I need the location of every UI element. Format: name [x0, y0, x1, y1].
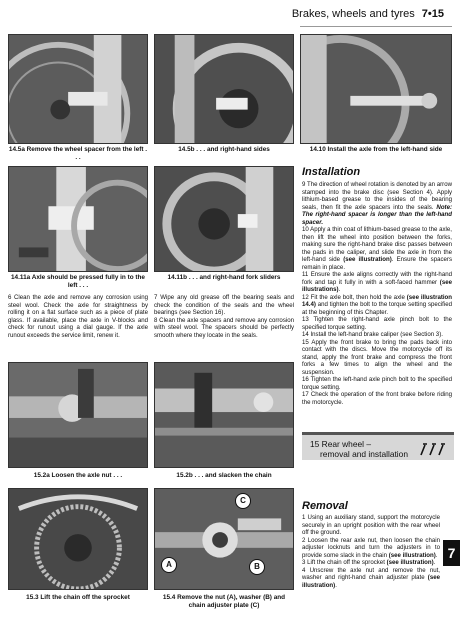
heading-installation: Installation: [302, 166, 361, 178]
photo-14-5b: [154, 34, 294, 144]
chapter-title: Brakes, wheels and tyres: [291, 8, 415, 20]
caption-15-2b: 15.2b . . . and slacken the chain: [176, 472, 272, 479]
para-13: 13 Tighten the right-hand axle pinch bolt to the specified torque setting.: [302, 316, 452, 331]
caption-14-11a: 14.11a Axle should be pressed fully in to the left . . .: [10, 274, 145, 289]
left-text: [8, 294, 148, 339]
removal-text: [302, 514, 440, 589]
para-10: 10 Apply a thin coat of lithium-based grease to the axle, then lift the wheel into position between the forks, making sure the right-hand brake disc passes between the pads in the caliper, and slide the axle in from the left-hand side (see illustration). Ensure the spacers remain in place.: [302, 226, 452, 271]
spanner-icon: [439, 444, 445, 455]
installation-text: [302, 181, 452, 406]
caption-14-10: 14.10 Install the axle from the left-hand side: [309, 146, 443, 153]
middle-text: [154, 294, 294, 339]
para-14: 14 Install the left-hand brake caliper (see Section 3).: [302, 331, 443, 338]
section-15-title: 15 Rear wheel –: [310, 439, 371, 449]
photo-15-2a: [8, 362, 148, 468]
para-8: 8 Clean the axle spacers and remove any corrosion with steel wool. The spacers should be perfectly smooth where they locate in the seals.: [154, 316, 294, 339]
para-7: 7 Wipe any old grease off the bearing seals and check the condition of the seals and the wheel bearings (see Section 16).: [154, 294, 294, 316]
page-header: [0, 0, 460, 30]
spanner-icon: [430, 444, 436, 455]
para-17: 17 Check the operation of the front brake before riding the motorcycle.: [302, 391, 452, 406]
running-head: [292, 8, 444, 20]
photo-15-3: [8, 488, 148, 590]
photo-15-2b: [154, 362, 294, 468]
para-12: 12 Fit the axle bolt, then hold the axle (see illustration 14.4) and tighten the bolt to the torque setting specified at the beginning of this Chapter.: [302, 293, 452, 316]
difficulty-icons: [418, 441, 448, 457]
photo-14-5a: [8, 34, 148, 144]
chapter-tab: 7: [443, 540, 460, 566]
photo-14-10: [300, 34, 452, 144]
page-number: 7•15: [421, 8, 444, 20]
callout-c: C: [235, 493, 251, 509]
heading-removal: Removal: [302, 500, 348, 512]
para-11: 11 Ensure the axle aligns correctly with the right-hand fork and tap it fully in with a soft-faced hammer (see illustrations).: [302, 271, 452, 293]
caption-14-5b: 14.5b . . . and right-hand sides: [178, 146, 270, 153]
section-15-heading-box: [302, 432, 454, 460]
callout-a: A: [161, 557, 177, 573]
caption-15-3: 15.3 Lift the chain off the sprocket: [26, 594, 130, 601]
header-rule: [300, 26, 452, 27]
removal-para-1: 1 Using an auxiliary stand, support the motorcycle securely in an upright position with the rear wheel off the ground.: [302, 514, 440, 536]
removal-para-2: 2 Loosen the rear axle nut, then loosen the chain adjuster locknuts and turn the adjusters in to provide some slack in the chain (see illustration).: [302, 536, 440, 559]
caption-14-11b: 14.11b . . . and right-hand fork sliders: [167, 274, 281, 281]
caption-14-5a: 14.5a Remove the wheel spacer from the left . . .: [8, 146, 148, 161]
photo-14-11b: [154, 166, 294, 272]
caption-15-4: 15.4 Remove the nut (A), washer (B) and chain adjuster plate (C): [162, 594, 286, 609]
para-6: 6 Clean the axle and remove any corrosion using steel wool. Check the axle for straightness by rolling it on a flat surface such as a piece of plate glass. If available, place the axle in V-blocks and check for runout using a dial gauge. If the axle runout exceeds the service limit, renew it.: [8, 294, 148, 339]
para-16: 16 Tighten the left-hand axle pinch bolt to the specified torque setting.: [302, 376, 452, 391]
photo-14-11a: [8, 166, 148, 272]
section-15-subtitle: removal and installation: [320, 449, 408, 459]
photo-15-4: [154, 488, 294, 590]
callout-b: B: [249, 559, 265, 575]
para-15: 15 Apply the front brake to bring the pads back into contact with the discs. Move the motorcycle off its stand, apply the front brake and compress the front forks a few times to align the wheel and the suspension.: [302, 338, 452, 376]
spanner-icon: [421, 444, 427, 455]
removal-para-4: 4 Unscrew the axle nut and remove the nut, washer and right-hand chain adjuster plate (see illustration).: [302, 566, 440, 589]
caption-15-2a: 15.2a Loosen the axle nut . . .: [33, 472, 123, 479]
para-9: 9 The direction of wheel rotation is denoted by an arrow stamped into the brake disc (see Section 4). Apply lithium-based grease to the insides of the bearing seals, then fit the axle spacers into the seals. Note: The right-hand spacer is longer than the left-hand spacer.: [302, 181, 452, 226]
removal-para-3: 3 Lift the chain off the sprocket (see illustration).: [302, 559, 436, 566]
